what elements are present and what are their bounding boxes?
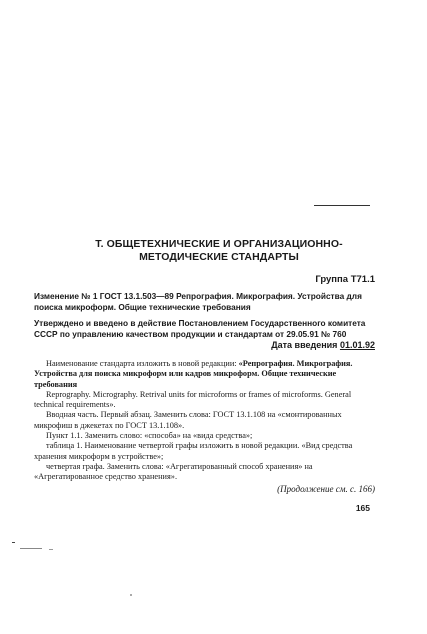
- scan-mark: [130, 594, 132, 596]
- group-code: Группа Т71.1: [315, 274, 375, 285]
- p1-bold: «Репрография. Микрография. Устройства для поиска микроформ или кадров микроформ. Общие технические требования: [34, 359, 353, 389]
- top-rule: [314, 205, 370, 206]
- date-value: 01.01.92: [339, 340, 375, 350]
- effective-date: [271, 340, 375, 350]
- section-title: Т. ОБЩЕТЕХНИЧЕСКИЕ И ОРГАНИЗАЦИОННО-МЕТОДИЧЕСКИЕ СТАНДАРТЫ: [95, 238, 343, 263]
- page-number: 165: [355, 503, 370, 513]
- approval-statement: Утверждено и введено в действие Постановлением Государственного комитета СССР по управлению качеством продукции и стандартам от 29.05.91 № 760: [34, 318, 366, 339]
- scan-mark: [49, 549, 53, 550]
- body-text: [34, 359, 372, 483]
- body-paragraph-4: Пункт 1.1. Заменить слово: «способа» на «вида средства»;: [46, 431, 253, 441]
- body-paragraph-5: таблица 1. Наименование четвертой графы изложить в новой редакции. «Вид средства хранения микроформ в устройстве»;: [34, 441, 353, 461]
- change-notice: Изменение № 1 ГОСТ 13.1.503—89 Репрография. Микрография. Устройства для поиска микроформ. Общие технические требования: [34, 291, 362, 312]
- body-paragraph-3: Вводная часть. Первый абзац. Заменить слова: ГОСТ 13.1.108 на «смонтированных микрофиш в джекетах по ГОСТ 13.1.108».: [34, 410, 342, 430]
- date-label: Дата введения: [271, 340, 338, 350]
- p1-text: Наименование стандарта изложить в новой редакции:: [46, 359, 239, 368]
- body-paragraph-6: четвертая графа. Заменить слова: «Агрегатированный способ хранения» на «Агрегатированное средство хранения».: [34, 461, 313, 482]
- scan-mark: [12, 542, 15, 543]
- continuation-note: (Продолжение см. с. 166): [277, 484, 375, 494]
- body-paragraph-1: [34, 359, 372, 390]
- scan-mark: [20, 548, 42, 549]
- body-paragraph-2: Reprography. Micrography. Retrival units for microforms or frames of microforms. General technical requirements».: [34, 389, 352, 410]
